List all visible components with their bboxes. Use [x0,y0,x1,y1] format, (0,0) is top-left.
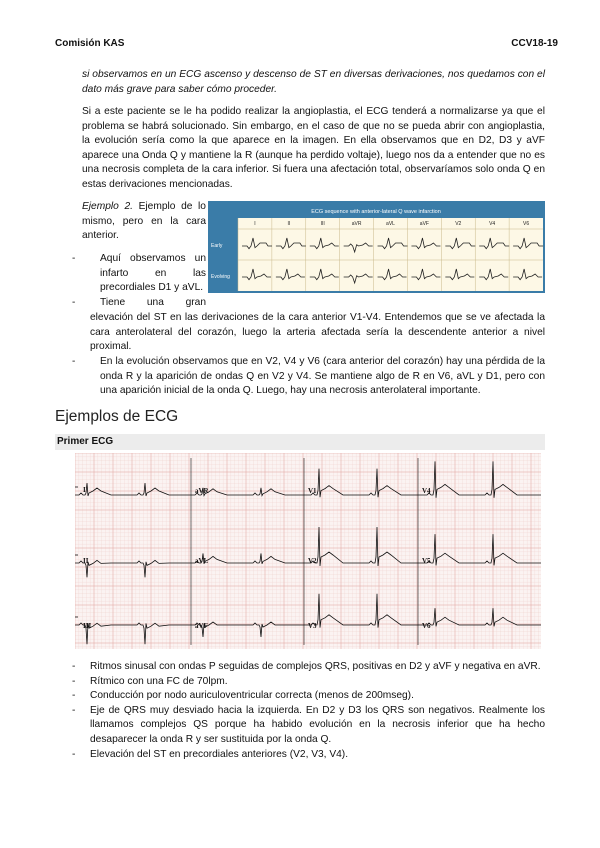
lead-header: V4 [489,221,496,227]
paragraph-angioplastia: Si a este paciente se le ha podido realizar la angioplastia, el ECG tenderá a normalizarse ya que el problema se habrá solucionado. Sin embargo, en el caso de que no se pueda abrir con angioplastia, la evolución sería como la que aparece en la imagen. En ella observamos que en D2, D3 y aVF aparece una Onda Q y mantiene la R (aunque ha perdido voltaje), luego nos da a entender que no es una necrosis completa de la cara inferior. Si fuera una afectación total, observaríamos solo onda Q en estas derivaciones mencionadas. [82,106,545,190]
subsection-bar [55,434,545,450]
lead-label: I [83,486,86,494]
bullet-evolucion: - En la evolución observamos que en V2, V4 y V6 (cara anterior del corazón) hay una pérdida de la onda R y la aparición de ondas Q en V2 y V4. Se mantiene algo de R en V6, aVL y D1, pero con una aparición inicial de la onda Q. Luego, hay una necrosis anterolateral importante. [72,356,545,397]
header-left: Comisión KAS [55,38,125,49]
lead-header: III [320,221,325,227]
lead-label: V4 [422,487,431,495]
figure-title: ECG sequence with anterior-lateral Q wave infarction [311,209,441,215]
lead-label: V1 [308,487,317,495]
list-item: - Rítmico con una FC de 70lpm. [72,675,228,687]
row-label: Evolving [211,274,230,280]
subsection-title: Primer ECG [57,436,114,447]
ecg-findings-list [72,660,545,762]
lead-header: V6 [522,221,530,227]
intro-text: si observamos en un ECG ascenso y descenso de ST en diversas derivaciones, nos quedamos con el dato más grave para saber cómo proceder. [82,69,545,95]
lead-label: V6 [422,622,431,630]
list-item: - Eje de QRS muy desviado hacia la izquierda. En D2 y D3 los QRS son negativos. Realmente los llamamos complejos QS porque ha habido evolución en la necrosis inferior que ha hecho desaparecer la onda R y ser sustituida por la onda Q. [72,704,545,745]
list-item: - Ritmos sinusal con ondas P seguidas de complejos QRS, positivas en D2 y aVF y negativa en aVR. [72,661,541,672]
lead-header: II [287,221,291,227]
section-title: Ejemplos de ECG [55,408,179,425]
lead-label: aVF [195,622,208,630]
list-item: - Conducción por nodo auriculoventricular correcta (menos de 200mseg). [72,690,414,702]
example-2 [82,200,206,244]
lead-header: V2 [455,221,462,227]
ecg-sequence-figure [208,201,545,293]
lead-label: aVR [195,487,209,495]
example-2-label: Ejemplo 2. [82,201,133,212]
lead-header: I [254,221,256,227]
header-right: CCV18-19 [511,38,558,49]
lead-label: V3 [308,622,317,630]
example-2-text: Ejemplo de lo mismo, pero en la cara anterior. [82,201,206,242]
bullet-infarto: - Aquí observamos un infarto en las precordiales D1 y aVL. [72,253,206,294]
lead-label: V2 [308,557,317,565]
ecg-12-lead [75,453,541,649]
lead-label: V5 [422,557,431,565]
list-item: - Elevación del ST en precordiales anteriores (V2, V3, V4). [72,748,349,760]
lead-header: aVF [419,221,429,227]
lead-header: aVR [351,221,362,227]
lead-label: II [83,557,89,565]
lead-label: III [83,622,92,630]
lead-label: aVL [195,557,209,565]
lead-header: aVL [386,221,395,227]
bullet-elevacion-start: - Tiene una gran [72,297,206,308]
bullet-elevacion-rest: elevación del ST en las derivaciones de la cara anterior V1-V4. Entendemos que se ve afectada la cara anterolateral del corazón, luego la arteria afectada sería la descendente anterior a nivel proximal. [90,312,545,353]
row-label: Early [211,243,223,249]
